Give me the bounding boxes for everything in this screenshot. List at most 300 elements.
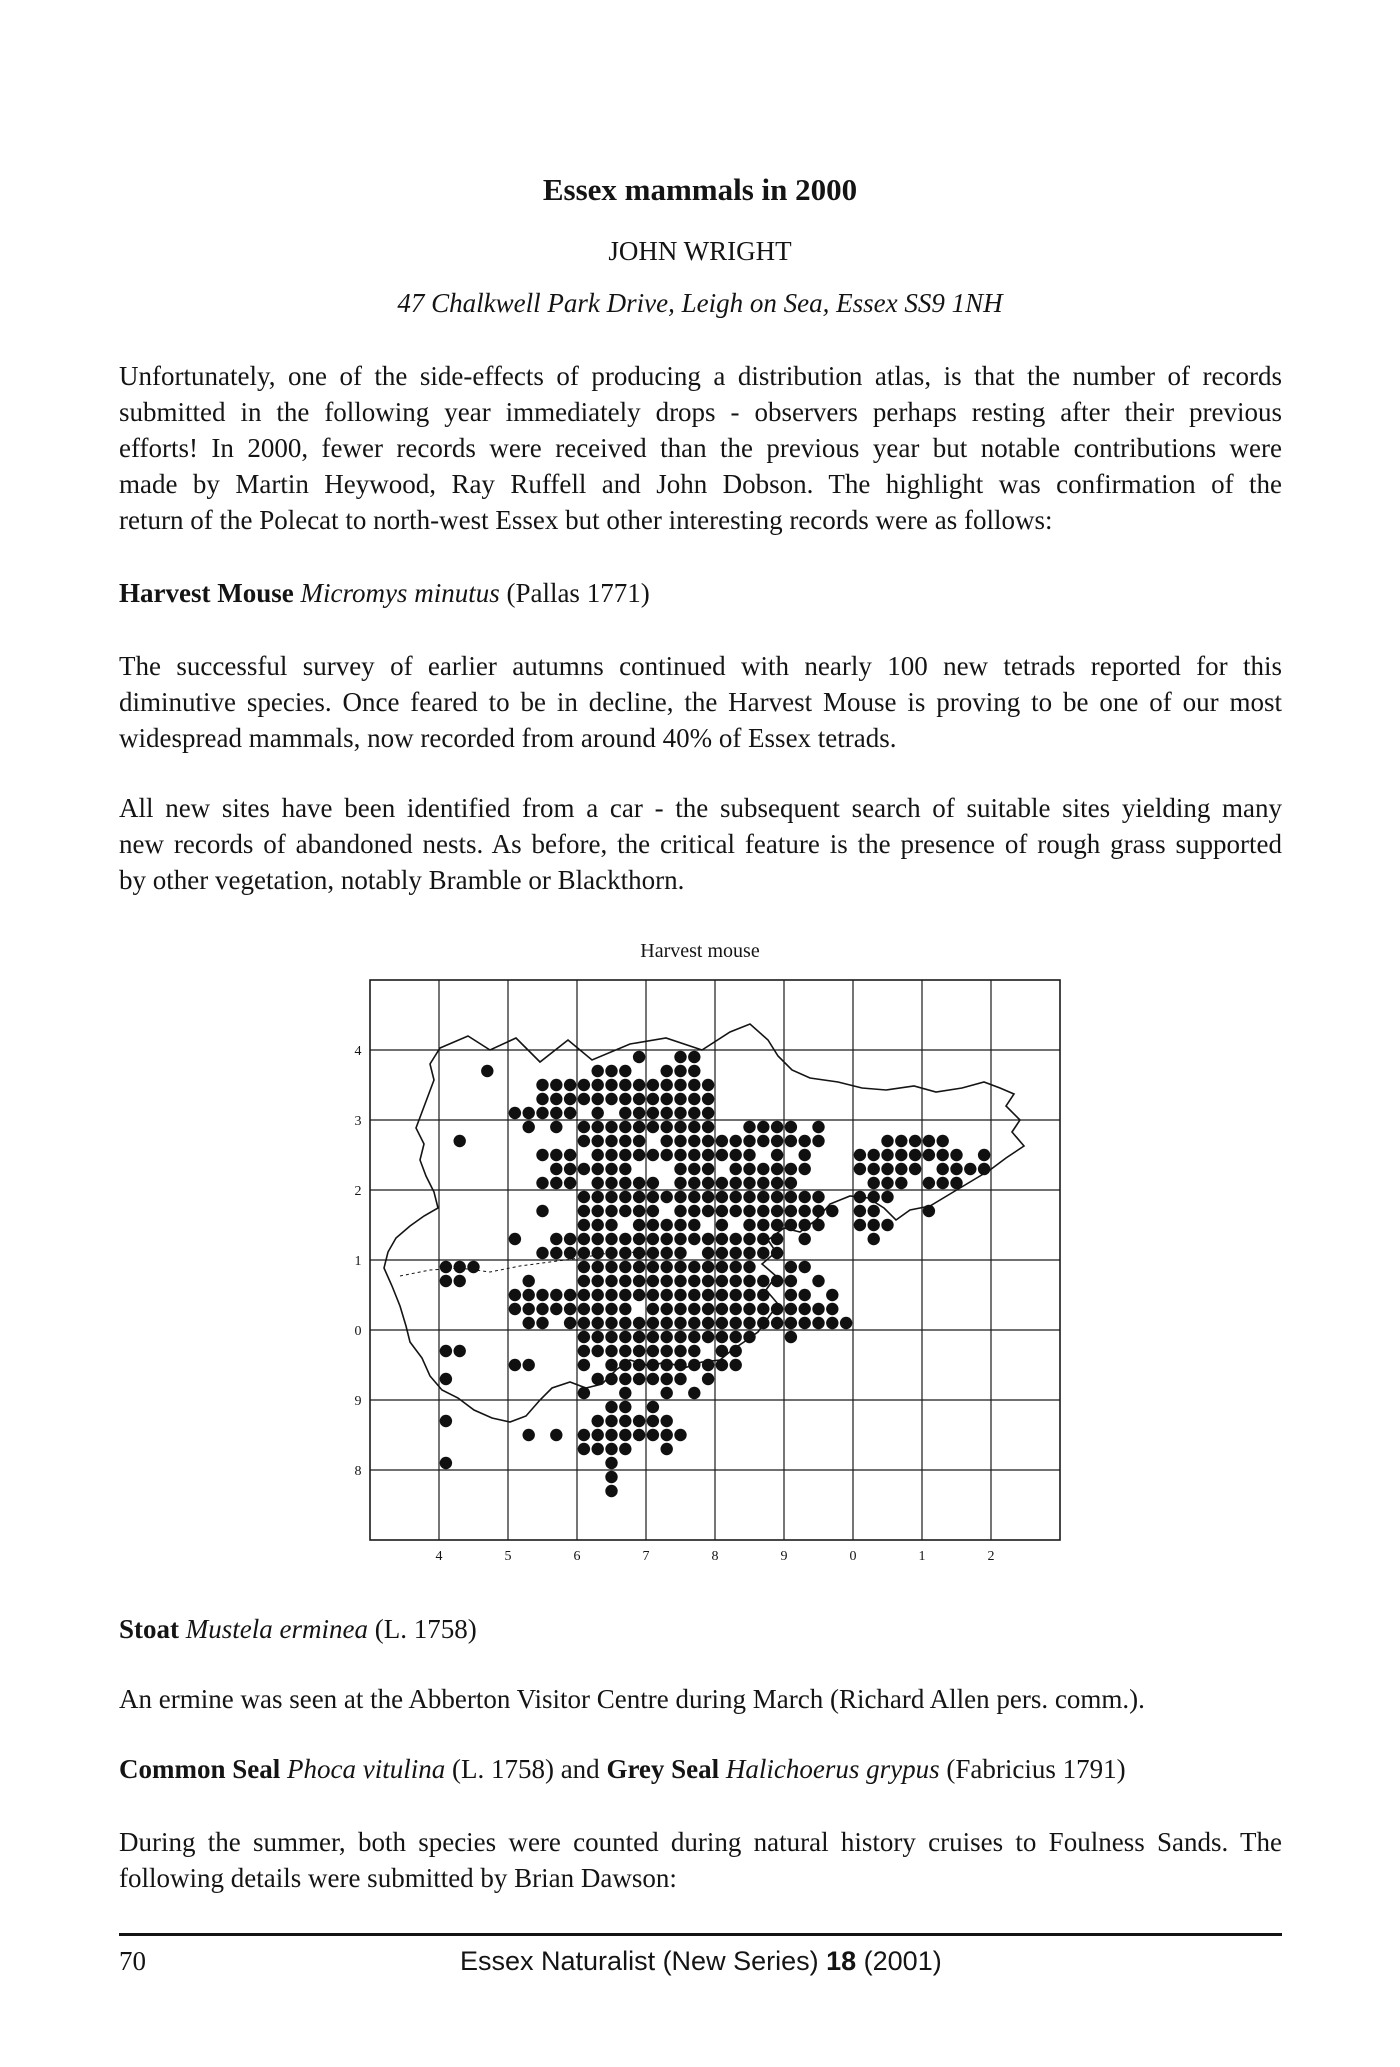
record-dot: [674, 1065, 686, 1077]
record-dot: [702, 1317, 714, 1329]
record-dot: [578, 1233, 590, 1245]
record-dot: [619, 1121, 631, 1133]
record-dot: [605, 1079, 617, 1091]
record-dot: [605, 1401, 617, 1413]
record-dot: [688, 1093, 700, 1105]
record-dot: [647, 1149, 659, 1161]
record-dot: [605, 1429, 617, 1441]
record-dot: [674, 1163, 686, 1175]
record-dot: [674, 1121, 686, 1133]
record-dot: [592, 1149, 604, 1161]
record-dot: [909, 1163, 921, 1175]
record-dot: [605, 1191, 617, 1203]
record-dot: [578, 1317, 590, 1329]
record-dot: [771, 1163, 783, 1175]
record-dot: [619, 1289, 631, 1301]
record-dot: [633, 1345, 645, 1357]
record-dot: [550, 1093, 562, 1105]
record-dot: [467, 1261, 479, 1273]
record-dot: [578, 1135, 590, 1147]
seals-paragraph: [119, 1824, 1282, 1896]
record-dot: [716, 1135, 728, 1147]
record-dot: [536, 1079, 548, 1091]
map-y-tick-label: 8: [354, 1464, 362, 1479]
record-dot: [881, 1177, 893, 1189]
record-dot: [688, 1135, 700, 1147]
record-dot: [743, 1303, 755, 1315]
record-dot: [647, 1401, 659, 1413]
record-dot: [661, 1121, 673, 1133]
record-dot: [605, 1149, 617, 1161]
record-dot: [688, 1191, 700, 1203]
record-dot: [661, 1065, 673, 1077]
record-dot: [909, 1149, 921, 1161]
journal-name: Essex Naturalist (New Series): [460, 1946, 827, 1976]
record-dot: [688, 1275, 700, 1287]
record-dot: [688, 1359, 700, 1371]
record-dot: [785, 1289, 797, 1301]
record-dot: [605, 1457, 617, 1469]
record-dot: [730, 1359, 742, 1371]
record-dot: [647, 1373, 659, 1385]
record-dot: [881, 1149, 893, 1161]
species-latin-name: Mustela erminea: [185, 1614, 368, 1644]
record-dot: [509, 1107, 521, 1119]
record-dot: [592, 1275, 604, 1287]
record-dot: [688, 1317, 700, 1329]
record-dot: [716, 1317, 728, 1329]
record-dot: [661, 1275, 673, 1287]
map-x-tick-label: 5: [504, 1549, 512, 1564]
record-dot: [619, 1303, 631, 1315]
species-authority: (L. 1758): [367, 1614, 477, 1644]
record-dot: [688, 1219, 700, 1231]
record-dot: [688, 1331, 700, 1343]
record-dot: [633, 1149, 645, 1161]
record-dot: [674, 1079, 686, 1091]
record-dot: [674, 1135, 686, 1147]
record-dot: [633, 1051, 645, 1063]
record-dot: [716, 1149, 728, 1161]
record-dot: [674, 1373, 686, 1385]
record-dot: [633, 1135, 645, 1147]
record-dot: [868, 1191, 880, 1203]
record-dot: [536, 1177, 548, 1189]
record-dot: [771, 1247, 783, 1259]
record-dot: [661, 1359, 673, 1371]
record-dot: [564, 1289, 576, 1301]
record-dot: [757, 1275, 769, 1287]
map-y-tick-label: 2: [354, 1184, 362, 1199]
record-dot: [771, 1149, 783, 1161]
text-line: return of the Polecat to north-west Essex but other interesting records were as follows:: [119, 505, 1053, 535]
record-dot: [895, 1163, 907, 1175]
map-x-tick-label: 1: [918, 1549, 926, 1564]
record-dot: [592, 1219, 604, 1231]
record-dot: [661, 1317, 673, 1329]
record-dot: [440, 1261, 452, 1273]
record-dot: [523, 1275, 535, 1287]
record-dot: [633, 1261, 645, 1273]
record-dot: [592, 1331, 604, 1343]
record-dot: [868, 1177, 880, 1189]
record-dot: [536, 1303, 548, 1315]
record-dot: [647, 1121, 659, 1133]
record-dot: [702, 1107, 714, 1119]
record-dot: [895, 1177, 907, 1189]
record-dot: [592, 1415, 604, 1427]
record-dot: [674, 1149, 686, 1161]
species-common-name: Stoat: [119, 1614, 179, 1644]
species-common-name: Grey Seal: [606, 1754, 720, 1784]
record-dot: [661, 1373, 673, 1385]
record-dot: [730, 1331, 742, 1343]
record-dot: [592, 1233, 604, 1245]
record-dot: [730, 1261, 742, 1273]
record-dot: [868, 1219, 880, 1231]
record-dot: [785, 1275, 797, 1287]
record-dot: [440, 1373, 452, 1385]
record-dot: [730, 1303, 742, 1315]
record-dot: [743, 1289, 755, 1301]
record-dot: [661, 1289, 673, 1301]
record-dot: [633, 1233, 645, 1245]
species-latin-name: Halichoerus grypus: [725, 1754, 940, 1784]
species-heading-stoat: [119, 1614, 477, 1645]
record-dot: [702, 1079, 714, 1091]
record-dot: [743, 1247, 755, 1259]
record-dot: [743, 1135, 755, 1147]
record-dot: [702, 1359, 714, 1371]
record-dot: [647, 1359, 659, 1371]
record-dot: [454, 1261, 466, 1273]
record-dot: [564, 1317, 576, 1329]
record-dot: [605, 1219, 617, 1231]
record-dot: [661, 1247, 673, 1259]
record-dot: [619, 1387, 631, 1399]
stoat-paragraph: An ermine was seen at the Abberton Visitor Centre during March (Richard Allen pers. comm.).: [119, 1684, 1145, 1714]
map-x-tick-label: 6: [573, 1549, 581, 1564]
record-dot: [633, 1415, 645, 1427]
map-x-tick-label: 8: [711, 1549, 719, 1564]
record-dot: [578, 1261, 590, 1273]
record-dot: [661, 1079, 673, 1091]
record-dot: [440, 1345, 452, 1357]
record-dot: [799, 1233, 811, 1245]
record-dot: [923, 1149, 935, 1161]
record-dot: [619, 1429, 631, 1441]
record-dot: [647, 1093, 659, 1105]
species-common-name: Harvest Mouse: [119, 578, 294, 608]
record-dot: [633, 1219, 645, 1231]
record-dot: [661, 1331, 673, 1343]
record-dot: [881, 1219, 893, 1231]
record-dot: [564, 1303, 576, 1315]
record-dot: [592, 1289, 604, 1301]
text-line: made by Martin Heywood, Ray Ruffell and John Dobson. The highlight was confirmation of the: [119, 469, 1282, 499]
footer-rule: [119, 1933, 1282, 1936]
record-dot: [481, 1065, 493, 1077]
record-dot: [771, 1135, 783, 1147]
text-line: submitted in the following year immediately drops - observers perhaps resting after their previous: [119, 397, 1282, 427]
record-dot: [605, 1471, 617, 1483]
record-dot: [592, 1373, 604, 1385]
map-title: Harvest mouse: [640, 940, 760, 962]
record-dot: [771, 1303, 783, 1315]
record-dot: [702, 1289, 714, 1301]
record-dot: [785, 1331, 797, 1343]
record-dot: [605, 1163, 617, 1175]
record-dot: [909, 1135, 921, 1147]
record-dot: [978, 1149, 990, 1161]
record-dot: [771, 1205, 783, 1217]
record-dot: [661, 1191, 673, 1203]
record-dot: [854, 1191, 866, 1203]
map-x-tick-label: 7: [642, 1549, 650, 1564]
record-dot: [633, 1107, 645, 1119]
record-dot: [716, 1331, 728, 1343]
record-dot: [633, 1289, 645, 1301]
record-dot: [633, 1191, 645, 1203]
record-dot: [743, 1275, 755, 1287]
record-dot: [688, 1079, 700, 1091]
record-dot: [716, 1205, 728, 1217]
record-dot: [605, 1331, 617, 1343]
record-dot: [592, 1163, 604, 1175]
record-dot: [785, 1317, 797, 1329]
record-dot: [716, 1359, 728, 1371]
record-dot: [523, 1289, 535, 1301]
record-dot: [785, 1219, 797, 1231]
record-dot: [674, 1177, 686, 1189]
record-dot: [647, 1415, 659, 1427]
record-dot: [661, 1345, 673, 1357]
harvest-mouse-paragraph-2: [119, 790, 1282, 898]
record-dot: [605, 1261, 617, 1273]
record-dot: [578, 1331, 590, 1343]
record-dot: [550, 1247, 562, 1259]
map-x-tick-label: 0: [849, 1549, 857, 1564]
record-dot: [743, 1261, 755, 1273]
record-dot: [688, 1107, 700, 1119]
record-dot: [578, 1079, 590, 1091]
record-dot: [688, 1149, 700, 1161]
record-dot: [674, 1247, 686, 1259]
record-dot: [688, 1261, 700, 1273]
record-dot: [605, 1233, 617, 1245]
record-dot: [799, 1149, 811, 1161]
text-line: new records of abandoned nests. As before, the critical feature is the presence of rough grass supported: [119, 829, 1282, 859]
record-dot: [536, 1289, 548, 1301]
record-dot: [509, 1289, 521, 1301]
record-dot: [702, 1247, 714, 1259]
record-dot: [730, 1135, 742, 1147]
record-dot: [578, 1219, 590, 1231]
record-dot: [716, 1289, 728, 1301]
record-dot: [702, 1275, 714, 1287]
record-dot: [592, 1121, 604, 1133]
record-dot: [550, 1429, 562, 1441]
record-dot: [536, 1205, 548, 1217]
record-dot: [702, 1093, 714, 1105]
record-dot: [757, 1205, 769, 1217]
record-dot: [743, 1163, 755, 1175]
record-dot: [799, 1303, 811, 1315]
record-dot: [647, 1079, 659, 1091]
record-dot: [730, 1317, 742, 1329]
record-dot: [674, 1261, 686, 1273]
record-dot: [619, 1191, 631, 1203]
record-dot: [592, 1065, 604, 1077]
record-dot: [661, 1149, 673, 1161]
record-dot: [647, 1317, 659, 1329]
record-dot: [757, 1289, 769, 1301]
record-dot: [674, 1051, 686, 1063]
record-dot: [674, 1233, 686, 1245]
record-dot: [523, 1317, 535, 1329]
record-dot: [771, 1219, 783, 1231]
record-dot: [647, 1275, 659, 1287]
record-dot: [868, 1233, 880, 1245]
record-dot: [536, 1107, 548, 1119]
map-y-tick-label: 4: [354, 1044, 362, 1059]
record-dot: [674, 1275, 686, 1287]
record-dot: [688, 1205, 700, 1217]
record-dot: [619, 1163, 631, 1175]
record-dot: [730, 1205, 742, 1217]
record-dot: [674, 1107, 686, 1119]
record-dot: [605, 1205, 617, 1217]
record-dot: [592, 1205, 604, 1217]
record-dot: [619, 1415, 631, 1427]
record-dot: [592, 1107, 604, 1119]
record-dot: [578, 1303, 590, 1315]
record-dot: [661, 1219, 673, 1231]
record-dot: [605, 1485, 617, 1497]
record-dot: [674, 1289, 686, 1301]
record-dot: [578, 1093, 590, 1105]
record-dot: [592, 1429, 604, 1441]
record-dot: [674, 1093, 686, 1105]
record-dot: [605, 1121, 617, 1133]
record-dot: [592, 1443, 604, 1455]
record-dot: [716, 1191, 728, 1203]
record-dot: [536, 1247, 548, 1259]
record-dot: [536, 1317, 548, 1329]
record-dot: [578, 1121, 590, 1133]
text-line: by other vegetation, notably Bramble or Blackthorn.: [119, 865, 685, 895]
record-dot: [757, 1135, 769, 1147]
record-dot: [647, 1205, 659, 1217]
record-dot: [661, 1415, 673, 1427]
record-dot: [592, 1261, 604, 1273]
record-dot: [757, 1177, 769, 1189]
species-authority: (Pallas 1771): [499, 578, 650, 608]
record-dot: [799, 1261, 811, 1273]
record-dot: [854, 1205, 866, 1217]
record-dot: [923, 1205, 935, 1217]
map-x-tick-label: 9: [780, 1549, 788, 1564]
record-dot: [592, 1191, 604, 1203]
record-dot: [633, 1247, 645, 1259]
record-dot: [674, 1359, 686, 1371]
record-dot: [757, 1191, 769, 1203]
record-dot: [674, 1303, 686, 1315]
record-dot: [757, 1247, 769, 1259]
record-dot: [895, 1149, 907, 1161]
record-dot: [950, 1177, 962, 1189]
record-dot: [688, 1051, 700, 1063]
record-dot: [757, 1163, 769, 1175]
record-dot: [647, 1331, 659, 1343]
record-dot: [661, 1443, 673, 1455]
record-dot: [509, 1359, 521, 1371]
record-dot: [578, 1359, 590, 1371]
record-dot: [536, 1149, 548, 1161]
record-dot: [881, 1163, 893, 1175]
record-dot: [647, 1177, 659, 1189]
record-dot: [743, 1149, 755, 1161]
record-dot: [619, 1079, 631, 1091]
record-dot: [923, 1177, 935, 1189]
page-number: 70: [119, 1946, 146, 1976]
record-dot: [785, 1205, 797, 1217]
journal-citation: [460, 1946, 942, 1977]
record-dot: [743, 1317, 755, 1329]
record-dot: [523, 1303, 535, 1315]
record-dot: [619, 1107, 631, 1119]
record-dot: [854, 1149, 866, 1161]
record-dot: [840, 1317, 852, 1329]
record-dot: [605, 1317, 617, 1329]
record-dot: [716, 1233, 728, 1245]
record-dot: [454, 1345, 466, 1357]
record-dot: [578, 1443, 590, 1455]
record-dot: [578, 1205, 590, 1217]
record-dot: [550, 1177, 562, 1189]
record-dot: [688, 1065, 700, 1077]
record-dot: [730, 1177, 742, 1189]
record-dot: [702, 1191, 714, 1203]
text-line: Unfortunately, one of the side-effects of producing a distribution atlas, is that the number of records: [119, 361, 1282, 391]
record-dot: [592, 1317, 604, 1329]
record-dot: [605, 1415, 617, 1427]
record-dot: [592, 1079, 604, 1091]
record-dot: [730, 1163, 742, 1175]
record-dot: [674, 1429, 686, 1441]
article-title: Essex mammals in 2000: [542, 172, 858, 207]
record-dot: [592, 1135, 604, 1147]
record-dot: [854, 1219, 866, 1231]
map-axis-labels: [355, 1044, 995, 1564]
record-dot: [605, 1345, 617, 1357]
record-dot: [550, 1233, 562, 1245]
record-dot: [688, 1387, 700, 1399]
text-line: efforts! In 2000, fewer records were received than the previous year but notable contributions were: [119, 433, 1282, 463]
record-dot: [799, 1135, 811, 1147]
record-dot: [578, 1163, 590, 1175]
species-heading-harvest-mouse: [119, 578, 650, 609]
record-dot: [757, 1303, 769, 1315]
record-dot: [592, 1345, 604, 1357]
species-latin-name: Micromys minutus: [300, 578, 500, 608]
record-dot: [799, 1219, 811, 1231]
record-dot: [826, 1303, 838, 1315]
record-dot: [619, 1149, 631, 1161]
record-dot: [978, 1163, 990, 1175]
record-dot: [716, 1219, 728, 1231]
record-dot: [605, 1443, 617, 1455]
